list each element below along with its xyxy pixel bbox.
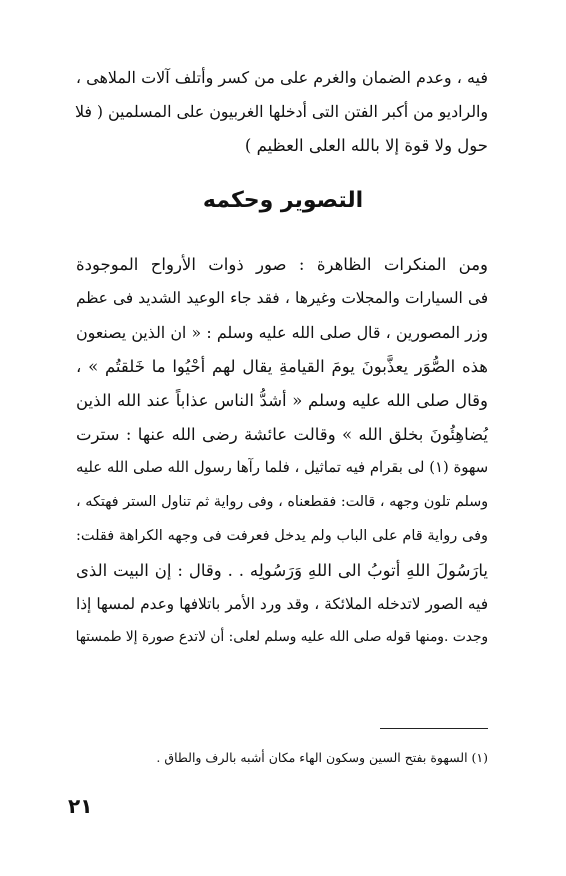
footnote-divider	[380, 728, 488, 729]
body-line-12: وجدت .ومنها قوله صلى الله عليه وسلم لعلى: أن لاتدع صورة إلا طمستها	[75, 629, 488, 645]
intro-line-3: حول ولا قوة إلا بالله العلى العظيم )	[244, 136, 488, 155]
body-line-3: وزر المصورين ، قال صلى الله عليه وسلم : « ان الذين يصنعون	[76, 323, 488, 342]
body-line-11: فيه الصور لاتدخله الملائكة ، وقد ورد الأمر باتلافها وعدم لمسها إذا	[76, 595, 488, 613]
body-line-5: وقال صلى الله عليه وسلم « أشدُّ الناس عذاباً عند الله الذين	[76, 391, 488, 410]
body-line-2: فى السيارات والمجلات وغيرها ، فقد جاء الوعيد الشديد فى عظم	[76, 289, 488, 307]
body-line-7: سهوة (١) لى بقرام فيه تماثيل ، فلما رآها رسول الله صلى الله عليه	[76, 459, 489, 476]
body-line-9: وفى رواية قام على الباب ولم يدخل فعرفت فى وجهه الكراهة فقلت:	[76, 528, 488, 544]
body-line-4: هذه الصُّوَر يعذَّبونَ يومَ القيامةِ يقال لهم أحْيُوا ما خَلقتُم » ،	[76, 357, 488, 376]
body-line-8: وسلم تلون وجهه ، قالت: فقطعناه ، وفى رواية ثم تناول الستر فهتكه ،	[76, 494, 488, 510]
footnote: (١) السهوة بفتح السين وسكون الهاء مكان أشبه بالرف والطاق .	[156, 750, 488, 765]
body-line-6: يُضاهِئُونَ بخلق الله » وقالت عائشة رضى الله عنها : سترت	[76, 425, 488, 444]
page-number: ٢١	[68, 794, 93, 818]
section-title: التصوير وحكمه	[202, 188, 364, 213]
intro-line-1: فيه ، وعدم الضمان والغرم على من كسر وأتلف آلات الملاهى ،	[75, 68, 488, 87]
body-line-1: ومن المنكرات الظاهرة : صور ذوات الأرواح الموجودة	[76, 255, 488, 274]
intro-line-2: والراديو من أكبر الفتن التى أدخلها الغربيون على المسلمين ( فلا	[74, 102, 488, 121]
body-line-10: يارَسُولَ اللهِ أتوبُ الى اللهِ وَرَسُولِه . . وقال : إن البيت الذى	[76, 561, 488, 580]
